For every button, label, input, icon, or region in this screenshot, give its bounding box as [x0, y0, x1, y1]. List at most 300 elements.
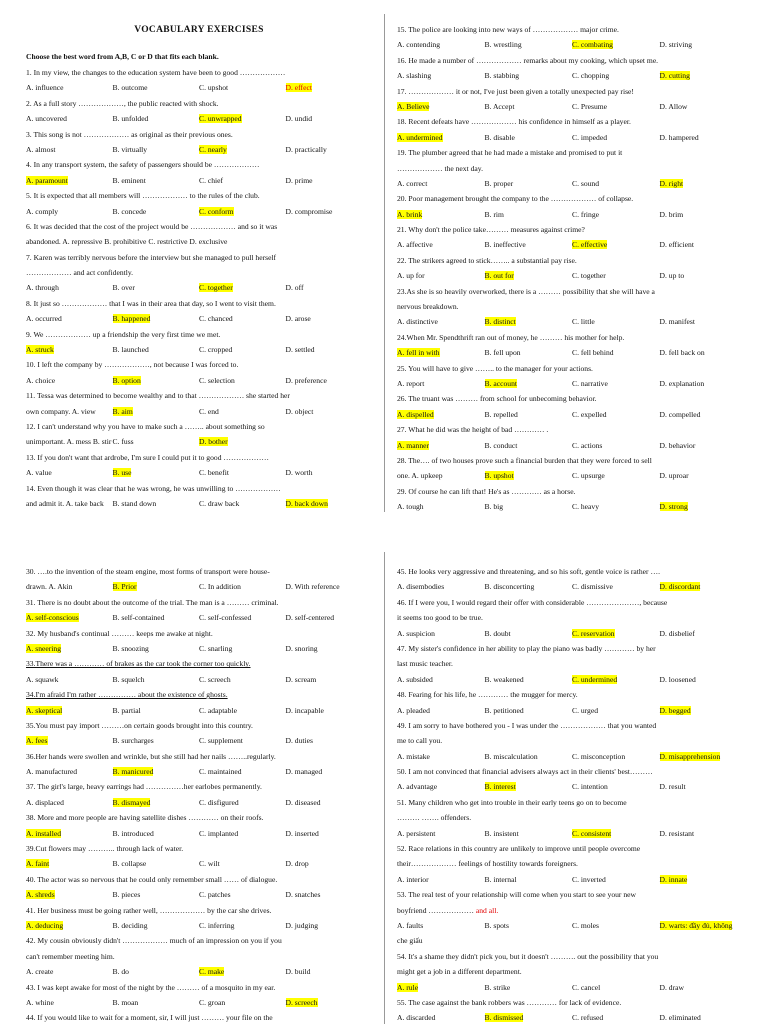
answer-option: B. virtually: [112, 144, 148, 154]
answer-option: [26, 826, 113, 841]
answer-options: [397, 345, 747, 360]
highlighted-answer: A. skeptical: [26, 705, 63, 715]
answer-option: [26, 641, 113, 656]
answer-option: D. snoring: [285, 643, 318, 653]
answer-option: [397, 99, 485, 114]
answer-option: C. end: [199, 406, 219, 416]
answer-option: [660, 176, 748, 191]
answer-options: [26, 204, 372, 219]
answer-option: [113, 764, 200, 779]
answer-option: A. advantage: [397, 782, 438, 792]
answer-option: [26, 610, 113, 625]
answer-option: A. faults: [397, 920, 424, 930]
answer-option: D. hampered: [659, 132, 699, 142]
highlighted-answer: B. use: [112, 468, 132, 478]
answer-options: [26, 496, 372, 511]
answer-option: C. implanted: [199, 828, 239, 838]
highlighted-answer: A. rule: [397, 982, 419, 992]
answer-options: [397, 37, 747, 52]
answer-option: [572, 37, 660, 52]
question-text: 55. The case against the bank robbers was ………… for lack of evidence.: [397, 997, 622, 1007]
answer-option: C. intention: [572, 782, 608, 792]
answer-option: B. ineffective: [484, 240, 526, 250]
answer-options: [26, 342, 372, 357]
answer-options: [397, 438, 747, 453]
instructions: Choose the best word from A,B, C or D that fits each blank.: [26, 52, 219, 61]
answer-options: [26, 733, 372, 748]
column-divider: [384, 552, 385, 1024]
highlighted-answer: B. distinct: [484, 317, 516, 327]
answer-options: [397, 826, 747, 841]
question-text: 18. Recent defeats have ……………… his confidence in himself as a player.: [397, 117, 631, 127]
answer-option: B. petitioned: [484, 705, 524, 715]
answer-option: A. contending: [397, 40, 441, 50]
answer-option: A. manufactured: [26, 767, 78, 777]
highlighted-answer: A. self-conscious: [26, 613, 79, 623]
question-list: [26, 564, 372, 1024]
answer-option: D. snatches: [285, 890, 321, 900]
answer-options: [397, 99, 747, 114]
answer-option: [26, 733, 113, 748]
answer-option: [199, 434, 286, 449]
question-text: abandoned. A. repressive B. prohibitive C. restrictive D. exclusive: [26, 237, 228, 247]
answer-option: [397, 438, 485, 453]
question-list: [26, 65, 372, 511]
answer-option: B. big: [484, 502, 504, 512]
answer-option: [113, 579, 200, 594]
answer-option: [660, 579, 748, 594]
answer-option: [485, 376, 573, 391]
answer-options: [26, 280, 372, 295]
answer-option: B. moan: [112, 997, 139, 1007]
answer-options: [397, 314, 747, 329]
question-text: 27. What he did was the height of bad ………… .: [397, 425, 549, 435]
answer-option: D. fell back on: [659, 348, 705, 358]
answer-options: [26, 311, 372, 326]
answer-option: A. up for: [397, 271, 425, 281]
answer-option: C. actions: [572, 440, 603, 450]
question-text: che giấu: [397, 936, 423, 946]
answer-options: [397, 579, 747, 594]
answer-option: B. conduct: [484, 440, 518, 450]
answer-option: C. impeded: [572, 132, 608, 142]
highlighted-answer: A. dispelled: [397, 409, 434, 419]
answer-options: [397, 626, 747, 641]
answer-option: B. snoozing: [112, 643, 149, 653]
answer-option: [485, 314, 573, 329]
question-text: 46. If I were you, I would regard their offer with considerable …………………, because: [397, 597, 668, 607]
answer-option: [485, 1010, 573, 1024]
answer-option: C. benefit: [199, 468, 229, 478]
question-text: can't remember meeting him.: [26, 951, 115, 961]
answer-option: A. comply: [26, 206, 59, 216]
answer-option: D. draw: [659, 982, 684, 992]
answer-option: [199, 204, 286, 219]
answer-option: D. practically: [285, 144, 327, 154]
answer-option: D. disbelief: [659, 628, 695, 638]
highlighted-answer: B. Prior: [112, 582, 137, 592]
answer-options: [26, 918, 372, 933]
highlighted-answer: D. screech: [285, 997, 318, 1007]
answer-options: [26, 173, 372, 188]
answer-option: [397, 407, 485, 422]
answer-option: B. rim: [484, 209, 504, 219]
answer-option: D. resistant: [659, 828, 695, 838]
answer-option: A. suspicion: [397, 628, 435, 638]
answer-options: [26, 995, 372, 1010]
question-text: 49. I am sorry to have bothered you - I was under the ……………… that you wanted: [397, 720, 657, 730]
answer-option: A. whine: [26, 997, 54, 1007]
highlighted-answer: A. undermined: [397, 132, 443, 142]
answer-option: D. eliminated: [659, 1013, 701, 1023]
answer-option: B. weakened: [484, 674, 524, 684]
answer-option: C. sound: [572, 178, 600, 188]
answer-option: A. value: [26, 468, 52, 478]
question-text: 23.As she is so heavily overworked, there is a ……… possibility that she will have a: [397, 286, 655, 296]
answer-option: C. supplement: [199, 736, 243, 746]
answer-options: [26, 672, 372, 687]
answer-option: B. outcome: [112, 83, 148, 93]
answer-options: [26, 964, 372, 979]
answer-options: [397, 207, 747, 222]
answer-option: B. insistent: [484, 828, 519, 838]
question-text: 20. Poor management brought the company to the ……………… of collapse.: [397, 194, 634, 204]
highlighted-answer: B. manicured: [112, 767, 154, 777]
answer-option: [199, 111, 286, 126]
question-text: 4. In any transport system, the safety of passengers should be ………………: [26, 160, 260, 170]
answer-option: [397, 980, 485, 995]
answer-option: [199, 280, 286, 295]
answer-options: [26, 111, 372, 126]
answer-option: [26, 856, 113, 871]
answer-option: B. stand down: [112, 498, 157, 508]
answer-option: [660, 872, 748, 887]
answer-options: [397, 872, 747, 887]
question-text: might get a job in a different department.: [397, 967, 522, 977]
answer-option: [113, 465, 200, 480]
answer-option: [660, 918, 748, 933]
answer-options: [26, 434, 372, 449]
answer-option: D. With reference: [285, 582, 340, 592]
answer-option: D. loosened: [659, 674, 696, 684]
highlighted-answer: C. consistent: [572, 828, 612, 838]
answer-options: [26, 373, 372, 388]
answer-option: [660, 749, 748, 764]
highlighted-answer: C. reservation: [572, 628, 615, 638]
highlighted-answer: C. effective: [572, 240, 608, 250]
highlighted-answer: A. Believe: [397, 101, 430, 111]
answer-option: B. pieces: [112, 890, 141, 900]
question-text: 36.Her hands were swollen and wrinkle, but she still had her nails ……..regularly.: [26, 751, 276, 761]
answer-option: [572, 826, 660, 841]
answer-option: A. correct: [397, 178, 428, 188]
answer-options: [397, 779, 747, 794]
answer-options: [26, 703, 372, 718]
question-text: 17. ……………… it or not, I've just been given a totally unexpected pay rise!: [397, 86, 634, 96]
answer-option: one. A. upkeep: [397, 471, 443, 481]
answer-options: [397, 237, 747, 252]
answer-option: A. choice: [26, 375, 56, 385]
question-text: boyfriend ……………… and all.: [397, 905, 499, 915]
answer-option: [113, 404, 200, 419]
answer-options: [397, 268, 747, 283]
question-text: 47. My sister's confidence in her ability to play the piano was badly ………… by her: [397, 643, 656, 653]
answer-option: D. duties: [285, 736, 313, 746]
left-column: [26, 564, 372, 1024]
question-text: 1. In my view, the changes to the education system have been to good ………………: [26, 68, 286, 77]
answer-option: D. worth: [285, 468, 313, 478]
answer-option: C. wilt: [199, 859, 220, 869]
answer-option: D. compelled: [659, 409, 701, 419]
answer-option: C. chanced: [199, 314, 233, 324]
answer-option: B. surcharges: [112, 736, 154, 746]
question-text: 35.You must pay import ………on certain goods brought into this country.: [26, 720, 253, 730]
answer-option: D. drop: [285, 859, 309, 869]
question-text: 13. If you don't want that ardrobe, I'm sure I could put it to good ………………: [26, 452, 269, 462]
question-text: ……………… the next day.: [397, 163, 483, 173]
question-text: 22. The strikers agreed to stick…….. a substantial pay rise.: [397, 255, 577, 265]
highlighted-answer: D. misapprehension: [659, 751, 721, 761]
answer-option: D. Allow: [659, 101, 688, 111]
highlighted-answer: A. struck: [26, 345, 54, 355]
answer-option: B. strike: [484, 982, 511, 992]
answer-option: unimportant. A. mess B. stir: [26, 437, 112, 447]
answer-option: A. affective: [397, 240, 433, 250]
highlighted-answer: B. account: [484, 378, 517, 388]
highlighted-answer: A. fees: [26, 736, 48, 746]
answer-options: [26, 764, 372, 779]
answer-option: [485, 468, 573, 483]
answer-option: C. upshot: [199, 83, 229, 93]
question-text: 9. We ……………… up a friendship the very first time we met.: [26, 329, 221, 339]
answer-option: C. snarling: [199, 643, 233, 653]
answer-option: D. uproar: [659, 471, 689, 481]
question-text: 44. If you would like to wait for a moment, sir, I will just ……… your file on the: [26, 1013, 273, 1023]
question-text: nervous breakdown.: [397, 302, 459, 312]
answer-option: B. miscalculation: [484, 751, 538, 761]
question-text: 29. Of course he can lift that! He's as ………… as a horse.: [397, 486, 576, 496]
answer-options: [26, 404, 372, 419]
answer-option: C. chopping: [572, 71, 610, 81]
answer-option: B. squelch: [112, 674, 145, 684]
question-list: [397, 564, 747, 1024]
answer-option: A. mistake: [397, 751, 430, 761]
highlighted-answer: C. nearly: [199, 144, 227, 154]
answer-option: D. striving: [659, 40, 692, 50]
answer-option: [660, 499, 748, 512]
answer-option: A. occurred: [26, 314, 62, 324]
answer-option: D. self-centered: [285, 613, 334, 623]
answer-option: [397, 207, 485, 222]
answer-option: C. narrative: [572, 378, 608, 388]
highlighted-answer: D. back down: [285, 498, 328, 508]
answer-option: A. tough: [397, 502, 424, 512]
answer-option: C. fringe: [572, 209, 599, 219]
highlighted-answer: C. unwrapped: [199, 114, 242, 124]
question-text: 12. I can't understand why you have to make such a …….. about something so: [26, 421, 265, 431]
answer-option: C. disfigured: [199, 797, 239, 807]
answer-options: [397, 68, 747, 83]
question-text: 34.I'm afraid I'm rather …………… about the existence of ghosts.: [26, 690, 228, 700]
answer-option: C. maintained: [199, 767, 242, 777]
question-text: 21. Why don't the police take……… measures against crime?: [397, 225, 585, 235]
answer-option: B. over: [112, 283, 135, 293]
highlighted-answer: D. discordant: [659, 582, 701, 592]
answer-option: [26, 887, 113, 902]
question-text: 28. The…. of two houses prove such a financial burden that they were forced to sell: [397, 455, 652, 465]
answer-option: D. explanation: [659, 378, 705, 388]
answer-option: B. unfolded: [112, 114, 149, 124]
question-text: 32. My husband's continual ……… keeps me awake at night.: [26, 628, 213, 638]
answer-option: A. displaced: [26, 797, 64, 807]
answer-option: C. refused: [572, 1013, 604, 1023]
answer-option: and admit it. A. take back: [26, 498, 104, 508]
answer-option: A. subsided: [397, 674, 433, 684]
answer-option: D. prime: [285, 175, 313, 185]
answer-option: C. heavy: [572, 502, 599, 512]
question-text: 53. The real test of your relationship will come when you start to see your new: [397, 890, 637, 900]
question-text: 48. Fearing for his life, he ………… the mugger for mercy.: [397, 690, 578, 700]
question-text: 52. Race relations in this country are unlikely to improve until people overcome: [397, 844, 641, 854]
highlighted-answer: A. fell in with: [397, 348, 440, 358]
question-text: 14. Even though it was clear that he was wrong, he was unwilling to ………………: [26, 483, 281, 493]
answer-options: [26, 579, 372, 594]
answer-options: [26, 641, 372, 656]
question-text: 30. ….to the invention of the steam engine, most forms of transport were house-: [26, 567, 270, 576]
answer-option: A. slashing: [397, 71, 432, 81]
answer-option: [199, 142, 286, 157]
question-text: 31. There is no doubt about the outcome of the trial. The man is a ……… criminal.: [26, 597, 279, 607]
answer-option: C. misconception: [572, 751, 626, 761]
answer-option: C. chief: [199, 175, 224, 185]
answer-options: [397, 468, 747, 483]
question-text: last music teacher.: [397, 659, 453, 669]
answer-options: [26, 826, 372, 841]
question-text: 43. I was kept awake for most of the night by the ……… of a mosquito in my ear.: [26, 982, 276, 992]
answer-option: D. judging: [285, 920, 318, 930]
answer-option: C. draw back: [199, 498, 240, 508]
highlighted-answer: B. interest: [484, 782, 516, 792]
answer-option: B. disconcerting: [484, 582, 535, 592]
answer-option: C. fell behind: [572, 348, 614, 358]
answer-options: [397, 703, 747, 718]
answer-option: B. proper: [484, 178, 514, 188]
answer-option: D. manifest: [659, 317, 695, 327]
answer-option: D. diseased: [285, 797, 321, 807]
answer-option: A. almost: [26, 144, 56, 154]
question-text: 41. Her business must be going rather well, ……………… by the car she drives.: [26, 905, 272, 915]
answer-option: B. spots: [484, 920, 509, 930]
answer-option: D. off: [285, 283, 304, 293]
answer-option: [397, 130, 485, 145]
question-text: 50. I am not convinced that financial advisers always act in their clients' best………: [397, 767, 653, 777]
answer-option: B. fell upon: [484, 348, 521, 358]
question-text: ……………… and act confidently.: [26, 268, 134, 278]
answer-option: [572, 672, 660, 687]
answer-option: D. inserted: [285, 828, 319, 838]
highlighted-answer: B. aim: [112, 406, 133, 416]
highlighted-answer: D. cutting: [659, 71, 690, 81]
highlighted-answer: C. conform: [199, 206, 234, 216]
answer-option: A. squawk: [26, 674, 59, 684]
answer-option: B. stabbing: [484, 71, 520, 81]
question-text: 39.Cut flowers may ……….. through lack of water.: [26, 844, 184, 854]
answer-option: B. internal: [484, 874, 517, 884]
answer-option: D. settled: [285, 345, 315, 355]
question-text: 19. The plumber agreed that he had made a mistake and promised to put it: [397, 148, 623, 158]
answer-options: [397, 176, 747, 191]
question-text: 45. He looks very aggressive and threatening, and so his soft, gentle voice is rather ….: [397, 567, 660, 576]
question-text: 10. I left the company by ………………, not because I was forced to.: [26, 360, 239, 370]
page-title: VOCABULARY EXERCISES: [134, 25, 264, 35]
answer-option: B. introduced: [112, 828, 154, 838]
answer-option: C. upsurge: [572, 471, 605, 481]
answer-option: B. do: [112, 967, 129, 977]
column-divider: [384, 14, 385, 512]
answer-option: [660, 703, 748, 718]
answer-option: D. undid: [285, 114, 313, 124]
answer-options: [397, 918, 747, 933]
question-list: [397, 22, 747, 512]
answer-option: [286, 995, 373, 1010]
answer-option: A. influence: [26, 83, 64, 93]
highlighted-answer: B. option: [112, 375, 141, 385]
highlighted-answer: A. installed: [26, 828, 62, 838]
highlighted-answer: B. dismissed: [484, 1013, 524, 1023]
highlighted-answer: D. innate: [659, 874, 688, 884]
answer-option: D. brim: [659, 209, 684, 219]
answer-option: D. managed: [285, 767, 323, 777]
question-text: 2. As a full story ………………, the public reacted with shock.: [26, 98, 219, 108]
highlighted-answer: A. faint: [26, 859, 50, 869]
answer-option: C. expelled: [572, 409, 607, 419]
answer-options: [26, 465, 372, 480]
answer-option: [26, 342, 113, 357]
answer-option: D. up to: [659, 271, 685, 281]
answer-option: [286, 80, 373, 95]
right-column: [397, 22, 747, 512]
worksheet-page-2: [0, 512, 768, 1024]
answer-option: C. cancel: [572, 982, 601, 992]
answer-option: [113, 311, 200, 326]
highlighted-answer: A. paramount: [26, 175, 68, 185]
answer-option: C. self-confessed: [199, 613, 252, 623]
highlighted-answer: C. undermined: [572, 674, 618, 684]
answer-option: B. eminent: [112, 175, 146, 185]
question-text: 42. My cousin obviously didn't ……………… much of an impression on you if you: [26, 936, 282, 946]
question-text: 7. Karen was terribly nervous before the interview but she managed to pull herself: [26, 252, 277, 262]
answer-option: C. Presume: [572, 101, 608, 111]
answer-option: [572, 237, 660, 252]
highlighted-answer: D. effect: [285, 83, 312, 93]
question-text: ……… ……. offenders.: [397, 813, 472, 823]
highlighted-answer: B. upshot: [484, 471, 514, 481]
answer-option: D. object: [285, 406, 314, 416]
answer-options: [26, 610, 372, 625]
answer-option: D. efficient: [659, 240, 694, 250]
question-text: 11. Tessa was determined to become wealthy and to that ……………… she started her: [26, 391, 290, 401]
question-text: 40. The actor was so nervous that he could only remember small …… of dialogue.: [26, 874, 278, 884]
answer-option: [113, 795, 200, 810]
question-text: 15. The police are looking into new ways of ……………… major crime.: [397, 25, 619, 34]
answer-option: [286, 496, 373, 511]
answer-option: C. inverted: [572, 874, 606, 884]
answer-option: [660, 68, 748, 83]
answer-option: C. dismissive: [572, 582, 613, 592]
highlighted-answer: B. out for: [484, 271, 514, 281]
answer-options: [397, 980, 747, 995]
answer-option: [485, 779, 573, 794]
